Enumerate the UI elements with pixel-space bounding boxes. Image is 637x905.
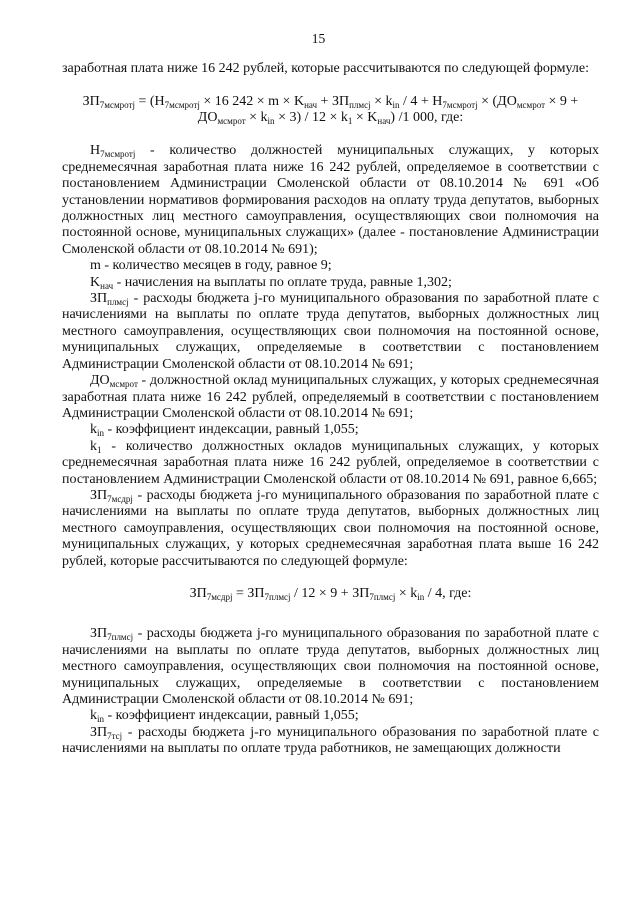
definition-item: $ЗП_{плмсj}$ - расходы бюджета j-го муниципального образования по заработной плате с начислениями на выплаты по оплате труда депутатов, выборных должностных лиц местного самоуправления, осуществляющих свои полномочия на постоянной основе, муниципальных служащих, определяемые в соответствии с постановлением Администрации Смоленской области от 08.10.2014 № 691; [62,291,599,372]
definition-item: m - количество месяцев в году, равное 9; [90,258,332,274]
definition-item: $Н_{7мсмротj}$ - количество должностей муниципальных служащих, у которых среднемесячная заработная плата ниже 16 242 рублей, определяемое в соответствии с постановлением Администрации Смоленской области от 08.10.2014 № 691 «Об установлении нормативов формирования расходов на оплату труда депутатов, выборных должностных лиц местного самоуправления, осуществляющих свои полномочия на постоянной основе, муниципальных служащих» (далее - постановление Администрации Смоленской области от 08.10.2014 № 691); [62,143,599,257]
formula-2-render: $ЗП_{7мсдрj} = ЗП_{7плмсj} / 12 \times 9 + ЗП_{7плмсj} \times k_{in} / 4$, где: [189,585,472,602]
page-number: 15 [311,31,326,46]
intro-paragraph: заработная плата ниже 16 242 рублей, которые рассчитываются по следующей формуле: [62,61,589,76]
definition-item: $k_{in}$ - коэффициент индексации, равный 1,055; [90,422,359,439]
definitions-list [62,143,599,570]
formula-2 [62,586,599,602]
formula-1-render: $ЗП_{7мсмротj} = (Н_{7мсмротj} \times 16$ $242 \times m \times K_{нач} + ЗП_{плмсj} \times k_{in} / 4 + Н_{7мсмротj} \times (ДО_{мсмрот} \times 9$ + $ДО_{мсмрот} \times k_{in} \times 3) / 12 \times k_1 \times K_{нач}$) /1 000, где: [82,94,579,127]
definition-item: $k_1$ - количество должностных окладов муниципальных служащих, у которых среднемесячная заработная плата ниже 16 242 рублей, определяемое в соответствии с постановлением Администрации Смоленской области от 08.10.2014 № 691, равное 6,665; [62,438,599,487]
definitions-list-2 [62,626,599,757]
definition-item: $ЗП_{7плмсj}$ - расходы бюджета j-го муниципального образования по заработной плате с начислениями на выплаты по оплате труда депутатов, выборных должностных лиц местного самоуправления, осуществляющих свои полномочия на постоянной основе, муниципальных служащих, определяемые в соответствии с постановлением Администрации Смоленской области от 08.10.2014 № 691; [62,626,599,707]
definition-item: $ЗП_{7тсj}$ - расходы бюджета j-го муниципального образования по заработной плате с начислениями на выплаты по оплате труда работников, не замещающих должности [62,724,599,757]
definition-item: $K_{нач}$ - начисления на выплаты по оплате труда, равные 1,302; [90,274,452,291]
definition-item: $ЗП_{7мсдрj}$ - расходы бюджета j-го муниципального образования по заработной плате с начислениями на выплаты по оплате труда депутатов, выборных должностных лиц местного самоуправления, осуществляющих свои полномочия на постоянной основе, муниципальных служащих, у которых среднемесячная заработная плата выше 16 242 рублей, которые рассчитываются по следующей формуле: [62,487,599,569]
definition-item: $ДО_{мсмрот}$ - должностной оклад муниципальных служащих, у которых среднемесячная заработная плата ниже 16 242 рублей, определяемый в соответствии с постановлением Администрации Смоленской области от 08.10.2014 № 691; [62,373,599,421]
definition-item: $k_{in}$ - коэффициент индексации, равный 1,055; [90,708,359,725]
page-content [62,61,599,758]
formula-1 [62,94,599,126]
